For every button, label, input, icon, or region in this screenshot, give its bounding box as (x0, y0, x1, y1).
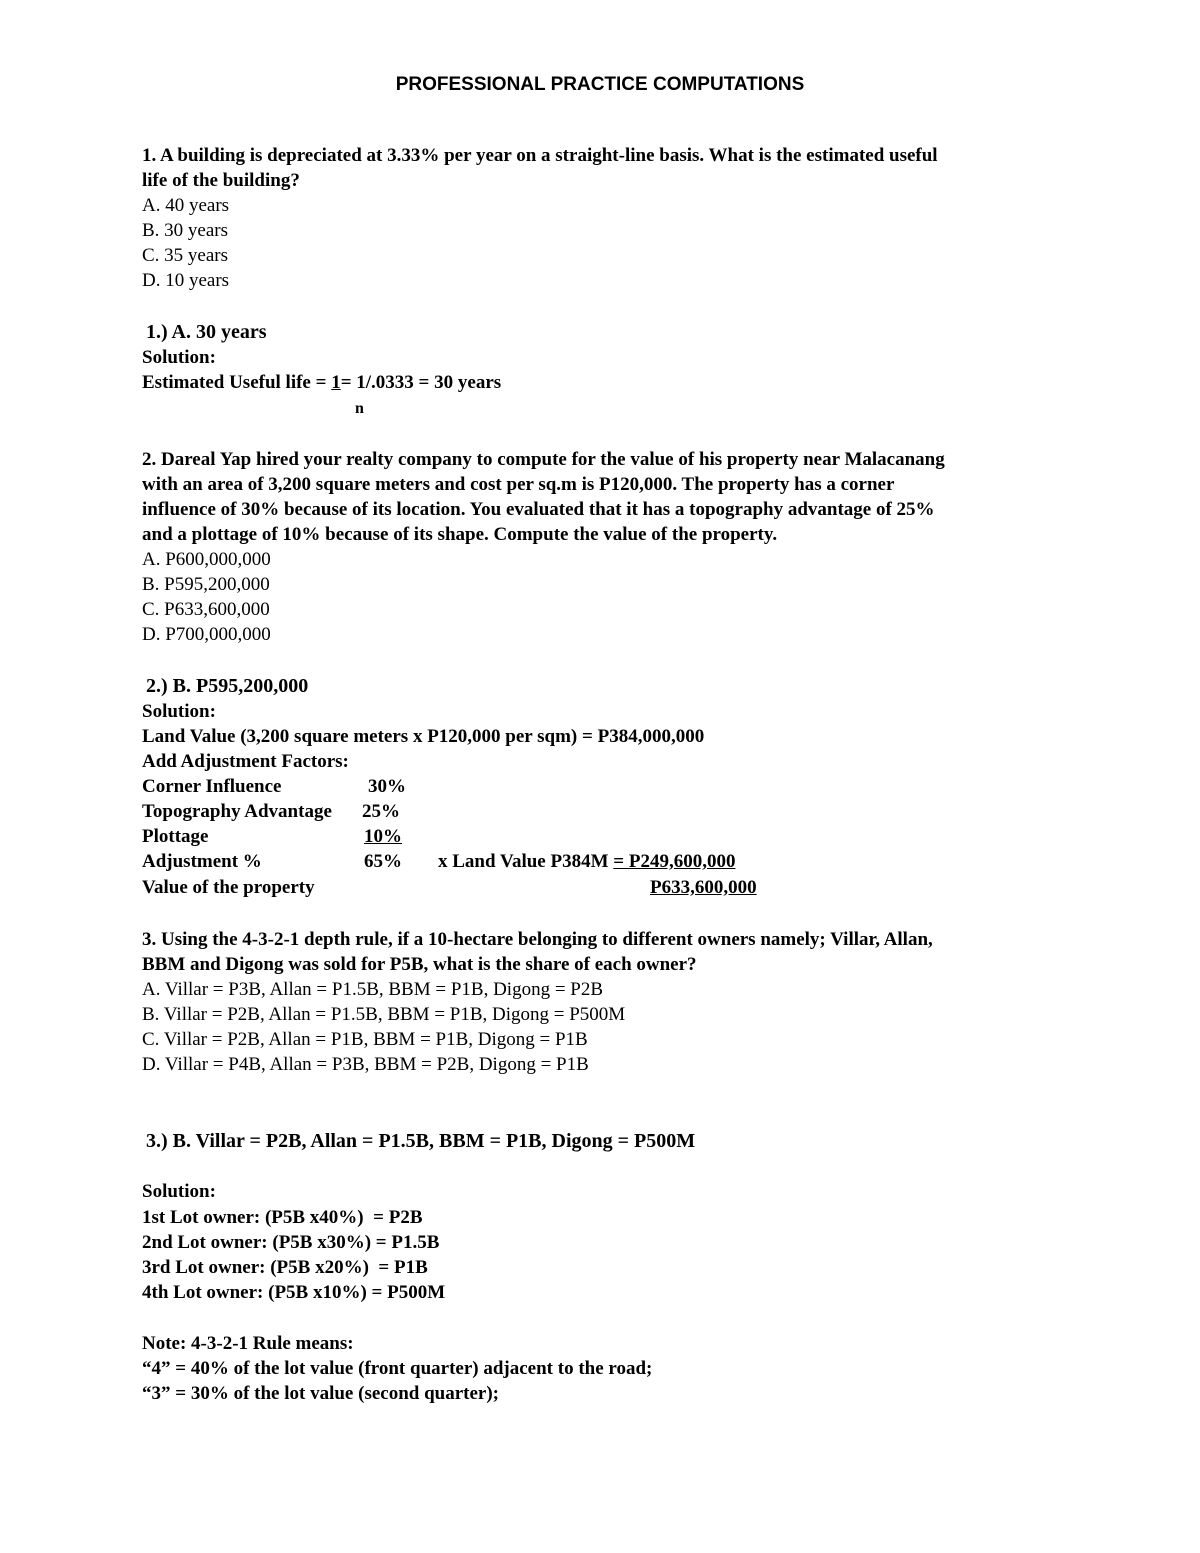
q3-option-c: C. Villar = P2B, Allan = P1B, BBM = P1B, Digong = P1B (142, 1029, 588, 1050)
q2-text-line-2: with an area of 3,200 square meters and cost per sq.m is P120,000. The property has a corner (142, 474, 895, 495)
q3-option-d: D. Villar = P4B, Allan = P3B, BBM = P2B, Digong = P1B (142, 1054, 589, 1075)
q2-option-b: B. P595,200,000 (142, 574, 270, 595)
q3-answer: 3.) B. Villar = P2B, Allan = P1.5B, BBM = P1B, Digong = P500M (146, 1130, 696, 1152)
q2-text-line-3: influence of 30% because of its location. You evaluated that it has a topography advantage of 25% (142, 499, 935, 520)
q1-solution-label: Solution: (142, 347, 216, 368)
q3-option-b: B. Villar = P2B, Allan = P1.5B, BBM = P1B, Digong = P500M (142, 1004, 626, 1025)
q2-option-c: C. P633,600,000 (142, 599, 270, 620)
q1-formula-prefix: Estimated Useful life = (142, 372, 332, 393)
q2-topography-label: Topography Advantage (142, 801, 332, 822)
q2-adjustment-calc-label: x Land Value P384M (438, 851, 614, 872)
q3-note-line-1: Note: 4-3-2-1 Rule means: (142, 1333, 354, 1354)
q2-option-a: A. P600,000,000 (142, 549, 271, 570)
q2-adjustment-result: = P249,600,000 (613, 851, 736, 872)
q1-formula-numerator: 1 (331, 372, 341, 393)
q2-text-line-1: 2. Dareal Yap hired your realty company to compute for the value of his property near Malacanang (142, 449, 945, 470)
q3-option-a: A. Villar = P3B, Allan = P1.5B, BBM = P1B, Digong = P2B (142, 979, 604, 1000)
q3-solution-line-4: 4th Lot owner: (P5B x10%) = P500M (142, 1282, 446, 1303)
q3-text-line-1: 3. Using the 4-3-2-1 depth rule, if a 10-hectare belonging to different owners namely; Villar, Allan, (142, 929, 933, 950)
q2-value-result: P633,600,000 (650, 877, 757, 898)
q1-option-c: C. 35 years (142, 245, 229, 266)
q1-answer: 1.) A. 30 years (146, 321, 267, 343)
page-title: PROFESSIONAL PRACTICE COMPUTATIONS (395, 74, 805, 95)
q3-solution-line-2: 2nd Lot owner: (P5B x30%) = P1.5B (142, 1232, 440, 1253)
q2-corner-value: 30% (368, 776, 406, 797)
q1-formula-denominator: n (355, 400, 364, 417)
q1-text-line-2: life of the building? (142, 170, 300, 191)
q3-solution-label: Solution: (142, 1181, 216, 1202)
q1-option-a: A. 40 years (142, 195, 230, 216)
q2-value-label: Value of the property (142, 877, 315, 898)
q1-option-d: D. 10 years (142, 270, 230, 291)
q2-adjustment-label: Adjustment % (142, 851, 262, 872)
q2-adjustment-value: 65% (364, 851, 402, 872)
q1-text-line-1: 1. A building is depreciated at 3.33% per year on a straight-line basis. What is the estimated useful (142, 145, 938, 166)
q3-solution-line-3: 3rd Lot owner: (P5B x20%) = P1B (142, 1257, 428, 1278)
q2-topography-value: 25% (362, 801, 400, 822)
q3-note-line-3: “3” = 30% of the lot value (second quarter); (142, 1383, 500, 1404)
q3-note-line-2: “4” = 40% of the lot value (front quarter) adjacent to the road; (142, 1358, 653, 1379)
q2-plottage-label: Plottage (142, 826, 209, 847)
q1-option-b: B. 30 years (142, 220, 229, 241)
q1-formula-rest: = 1/.0333 = 30 years (340, 372, 502, 393)
q2-answer: 2.) B. P595,200,000 (146, 675, 309, 697)
q2-option-d: D. P700,000,000 (142, 624, 271, 645)
q3-text-line-2: BBM and Digong was sold for P5B, what is the share of each owner? (142, 954, 697, 975)
q2-add-factors: Add Adjustment Factors: (142, 751, 349, 772)
q2-adjustment-calc (438, 850, 735, 874)
q2-text-line-4: and a plottage of 10% because of its shape. Compute the value of the property. (142, 524, 778, 545)
q1-formula (142, 371, 501, 395)
q2-plottage-value: 10% (364, 826, 402, 847)
q2-corner-label: Corner Influence (142, 776, 282, 797)
q2-land-value: Land Value (3,200 square meters x P120,000 per sqm) = P384,000,000 (142, 726, 705, 747)
q3-solution-line-1: 1st Lot owner: (P5B x40%) = P2B (142, 1207, 423, 1228)
q2-solution-label: Solution: (142, 701, 216, 722)
